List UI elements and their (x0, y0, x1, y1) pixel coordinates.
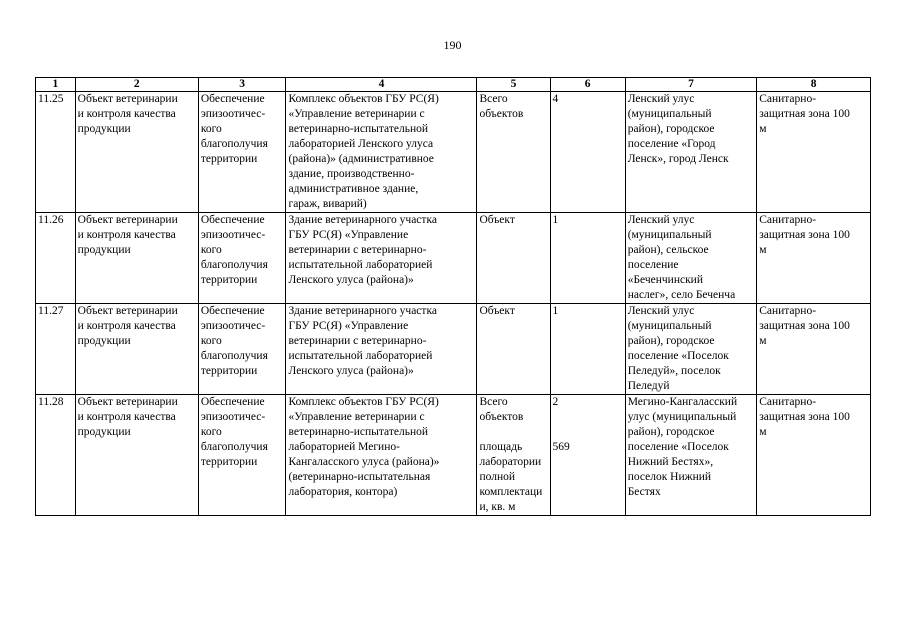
cell-text-line: благополучия (200, 441, 268, 453)
cell-text-line: кого (200, 426, 222, 438)
cell-text-line: эпизоотичес- (200, 320, 266, 332)
cell-text-line: (муниципальный (627, 229, 712, 241)
location-cell (625, 304, 757, 395)
cell-text-line: Ленский улус (627, 93, 695, 105)
cell-text-line: Объект ветеринарии (77, 93, 178, 105)
header-row (36, 78, 871, 92)
cell-text-line: наслег», село Беченча (627, 289, 736, 301)
cell-text-line: м (759, 335, 767, 347)
cell-text-line: объектов (479, 411, 524, 423)
table-body (36, 92, 871, 516)
object-type-cell (75, 304, 198, 395)
cell-text-line: поселение «Поселок (627, 350, 729, 362)
description-cell (286, 304, 477, 395)
cell-text-line: Комплекс объектов ГБУ РС(Я) (288, 93, 439, 105)
object-type-cell (75, 213, 198, 304)
purpose-cell (198, 304, 286, 395)
cell-text-line: м (759, 123, 767, 135)
cell-text-line: Ленский улус (627, 305, 695, 317)
cell-text-line: эпизоотичес- (200, 108, 266, 120)
cell-text-line: (муниципальный (627, 320, 712, 332)
cell-text-line: благополучия (200, 350, 268, 362)
table-row (36, 304, 871, 395)
column-header: 8 (757, 78, 871, 92)
cell-text-line: Объект (479, 214, 515, 226)
cell-text-line: площадь (479, 441, 523, 453)
location-cell (625, 92, 757, 213)
cell-text-line: район), городское (627, 426, 715, 438)
cell-text-line: поселок Нижний (627, 471, 712, 483)
column-header: 2 (75, 78, 198, 92)
cell-text-line: Обеспечение (200, 396, 265, 408)
cell-text-line: территории (200, 274, 258, 286)
cell-text-line: 4 (552, 93, 559, 105)
cell-text-line: продукции (77, 335, 131, 347)
cell-text-line: Нижний Бестях», (627, 456, 714, 468)
row-number-cell: 11.26 (36, 213, 76, 304)
cell-text-line: 1 (552, 214, 559, 226)
cell-spacer (553, 425, 623, 440)
cell-text-line: ветеринарии с ветеринарно- (288, 335, 427, 347)
cell-text-line: поселение (627, 259, 679, 271)
cell-text-line: поселение «Поселок (627, 441, 729, 453)
cell-text-line: ветеринарно-испытательной (288, 426, 429, 438)
column-header: 6 (550, 78, 625, 92)
cell-text-line: 1 (552, 305, 559, 317)
cell-text-line: защитная зона 100 (759, 411, 850, 423)
cell-text-line: 2 (552, 396, 559, 408)
cell-text-line: кого (200, 123, 222, 135)
cell-text-line: район), сельское (627, 244, 709, 256)
unit-cell (477, 92, 550, 213)
cell-text-line: 569 (552, 441, 570, 453)
zone-cell (757, 92, 871, 213)
cell-text-line: защитная зона 100 (759, 108, 850, 120)
row-number-cell: 11.25 (36, 92, 76, 213)
column-header: 7 (625, 78, 757, 92)
cell-text-line: благополучия (200, 259, 268, 271)
purpose-cell (198, 213, 286, 304)
cell-text-line: Объект ветеринарии (77, 214, 178, 226)
cell-text-line: поселение «Город (627, 138, 716, 150)
value-cell (550, 395, 625, 516)
unit-cell (477, 395, 550, 516)
cell-text-line: Ленск», город Ленск (627, 153, 729, 165)
cell-text-line: Пеледуй (627, 380, 670, 392)
data-table (35, 77, 871, 516)
cell-text-line: Санитарно- (759, 93, 817, 105)
cell-text-line: ветеринарии с ветеринарно- (288, 244, 427, 256)
cell-text-line: ГБУ РС(Я) «Управление (288, 229, 409, 241)
cell-text-line: и, кв. м (479, 501, 516, 513)
cell-text-line: Ленского улуса (района)» (288, 365, 414, 377)
cell-text-line: продукции (77, 123, 131, 135)
cell-text-line: Обеспечение (200, 305, 265, 317)
value-cell (550, 92, 625, 213)
cell-text-line: Комплекс объектов ГБУ РС(Я) (288, 396, 439, 408)
cell-text-line: м (759, 426, 767, 438)
cell-text-line: «Управление ветеринарии с (288, 108, 425, 120)
column-header: 1 (36, 78, 76, 92)
cell-text-line: гараж, виварий) (288, 198, 367, 210)
cell-text-line: продукции (77, 244, 131, 256)
cell-text-line: территории (200, 365, 258, 377)
cell-text-line: Ленского улуса (района)» (288, 274, 414, 286)
cell-text-line: объектов (479, 108, 524, 120)
cell-text-line: лабораторией Мегино- (288, 441, 400, 453)
cell-spacer (553, 410, 623, 425)
cell-text-line: Санитарно- (759, 396, 817, 408)
cell-text-line: (района)» (административное (288, 153, 434, 165)
zone-cell (757, 304, 871, 395)
cell-text-line: лаборатория, контора) (288, 486, 398, 498)
cell-text-line: Бестях (627, 486, 661, 498)
cell-text-line: (ветеринарно-испытательная (288, 471, 431, 483)
table-row (36, 395, 871, 516)
cell-text-line: Мегино-Кангаласский (627, 396, 738, 408)
page-number: 190 (443, 38, 462, 52)
description-cell (286, 395, 477, 516)
cell-text-line: и контроля качества (77, 320, 176, 332)
cell-text-line: благополучия (200, 138, 268, 150)
cell-text-line: Здание ветеринарного участка (288, 214, 437, 226)
cell-text-line: Пеледуй», поселок (627, 365, 721, 377)
unit-cell (477, 213, 550, 304)
cell-text-line: м (759, 244, 767, 256)
cell-text-line: ГБУ РС(Я) «Управление (288, 320, 409, 332)
unit-cell (477, 304, 550, 395)
description-cell (286, 92, 477, 213)
cell-text-line: Объект (479, 305, 515, 317)
cell-text-line: Санитарно- (759, 305, 817, 317)
cell-text-line: комплектаци (479, 486, 543, 498)
cell-text-line: и контроля качества (77, 229, 176, 241)
cell-text-line: продукции (77, 426, 131, 438)
location-cell (625, 395, 757, 516)
cell-text-line: (муниципальный (627, 108, 712, 120)
location-cell (625, 213, 757, 304)
zone-cell (757, 213, 871, 304)
zone-cell (757, 395, 871, 516)
cell-spacer (479, 425, 547, 440)
cell-text-line: Обеспечение (200, 93, 265, 105)
cell-text-line: защитная зона 100 (759, 320, 850, 332)
cell-text-line: кого (200, 335, 222, 347)
purpose-cell (198, 395, 286, 516)
object-type-cell (75, 92, 198, 213)
cell-text-line: испытательной лабораторией (288, 259, 433, 271)
row-number-cell: 11.28 (36, 395, 76, 516)
cell-text-line: Объект ветеринарии (77, 396, 178, 408)
cell-text-line: Кангаласского улуса (района)» (288, 456, 440, 468)
cell-text-line: кого (200, 244, 222, 256)
table-row (36, 92, 871, 213)
description-cell (286, 213, 477, 304)
value-cell (550, 213, 625, 304)
cell-text-line: Ленский улус (627, 214, 695, 226)
column-header: 5 (477, 78, 550, 92)
cell-text-line: ветеринарно-испытательной (288, 123, 429, 135)
table-row (36, 213, 871, 304)
cell-text-line: Всего (479, 396, 508, 408)
cell-text-line: защитная зона 100 (759, 229, 850, 241)
cell-text-line: Обеспечение (200, 214, 265, 226)
cell-text-line: эпизоотичес- (200, 411, 266, 423)
value-cell (550, 304, 625, 395)
purpose-cell (198, 92, 286, 213)
cell-text-line: административное здание, (288, 183, 419, 195)
cell-text-line: лабораторией Ленского улуса (288, 138, 434, 150)
cell-text-line: лаборатории (479, 456, 542, 468)
object-type-cell (75, 395, 198, 516)
cell-text-line: Здание ветеринарного участка (288, 305, 437, 317)
cell-text-line: улус (муниципальный (627, 411, 737, 423)
cell-text-line: территории (200, 456, 258, 468)
cell-text-line: район), городское (627, 123, 715, 135)
cell-text-line: Объект ветеринарии (77, 305, 178, 317)
cell-text-line: и контроля качества (77, 108, 176, 120)
column-header: 3 (198, 78, 286, 92)
cell-text-line: и контроля качества (77, 411, 176, 423)
row-number-cell: 11.27 (36, 304, 76, 395)
cell-text-line: полной (479, 471, 516, 483)
cell-text-line: район), городское (627, 335, 715, 347)
cell-text-line: эпизоотичес- (200, 229, 266, 241)
cell-text-line: территории (200, 153, 258, 165)
cell-text-line: здание, производственно- (288, 168, 415, 180)
cell-text-line: Всего (479, 93, 508, 105)
cell-text-line: «Управление ветеринарии с (288, 411, 425, 423)
cell-text-line: испытательной лабораторией (288, 350, 433, 362)
column-header: 4 (286, 78, 477, 92)
cell-text-line: «Беченчинский (627, 274, 703, 286)
cell-text-line: Санитарно- (759, 214, 817, 226)
